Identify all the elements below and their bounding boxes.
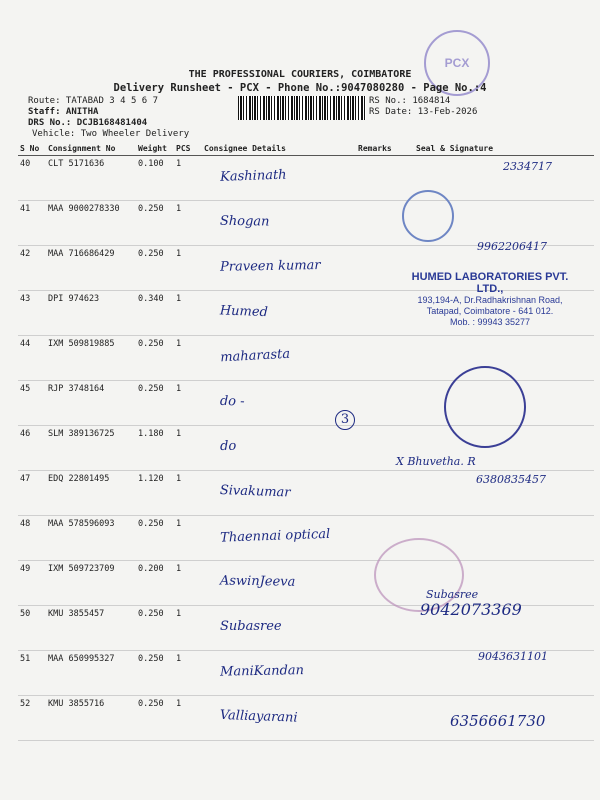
- circled-count: 3: [335, 410, 355, 430]
- row-consignee: [202, 561, 356, 606]
- vehicle-label: Vehicle: Two Wheeler Delivery: [32, 129, 190, 139]
- row-remarks: [356, 336, 414, 381]
- table-row: [18, 516, 594, 561]
- row-weight: 0.250: [136, 516, 174, 561]
- col-consignment: Consignment No: [46, 141, 136, 156]
- row-weight: 0.200: [136, 561, 174, 606]
- round-stamp-1: [402, 190, 454, 242]
- row-pcs: 1: [174, 201, 202, 246]
- table-row: [18, 201, 594, 246]
- row-weight: 0.250: [136, 201, 174, 246]
- row-consignee: [202, 336, 356, 381]
- row-pcs: 1: [174, 381, 202, 426]
- row-pcs: 1: [174, 696, 202, 741]
- humed-stamp-line2: Tatapad, Coimbatore - 641 012.: [426, 306, 554, 316]
- row-pcs: 1: [174, 651, 202, 696]
- row-consignee: [202, 516, 356, 561]
- row-consignee: [202, 471, 356, 516]
- row-weight: 0.100: [136, 156, 174, 201]
- row-consignee: [202, 696, 356, 741]
- row-consignee: [202, 201, 356, 246]
- row-pcs: 1: [174, 606, 202, 651]
- row-consignment: MAA 578596093: [46, 516, 136, 561]
- consignee-handwriting: Humed: [219, 303, 269, 321]
- handwritten-phone-5: 9043631101: [478, 650, 548, 663]
- row-consignment: EDQ 22801495: [46, 471, 136, 516]
- row-sno: 51: [18, 651, 46, 696]
- table-header-row: [18, 141, 594, 156]
- row-weight: 0.250: [136, 696, 174, 741]
- row-sno: 45: [18, 381, 46, 426]
- row-pcs: 1: [174, 516, 202, 561]
- row-consignee: [202, 291, 356, 336]
- consignee-handwriting: Praveen kumar: [219, 257, 321, 275]
- barcode: [238, 96, 366, 120]
- row-consignee: [202, 156, 356, 201]
- signature-50: Subasree: [426, 588, 479, 601]
- row-remarks: [356, 651, 414, 696]
- row-sno: 43: [18, 291, 46, 336]
- col-seal: Seal & Signature: [414, 141, 594, 156]
- row-sno: 42: [18, 246, 46, 291]
- row-consignment: MAA 9000278330: [46, 201, 136, 246]
- row-consignment: SLM 389136725: [46, 426, 136, 471]
- humed-stamp: [404, 271, 576, 328]
- company-title: THE PROFESSIONAL COURIERS, COIMBATORE: [188, 69, 412, 80]
- consignee-handwriting: Kashinath: [219, 167, 287, 185]
- handwritten-phone-1: 2334717: [503, 160, 552, 173]
- row-weight: 1.180: [136, 426, 174, 471]
- rs-number: RS No.: 1684814: [369, 96, 451, 106]
- col-pcs: PCS: [174, 141, 202, 156]
- humed-stamp-name: HUMED LABORATORIES PVT. LTD.,: [411, 271, 569, 295]
- consignee-handwriting: Thaennai optical: [219, 526, 331, 546]
- row-consignment: KMU 3855457: [46, 606, 136, 651]
- handwritten-phone-2: 9962206417: [477, 240, 547, 253]
- runsheet-title: Delivery Runsheet - PCX - Phone No.:9047080280 - Page No.:4: [113, 82, 487, 94]
- row-weight: 1.120: [136, 471, 174, 516]
- consignee-handwriting: do -: [219, 393, 245, 410]
- consignee-handwriting: AswinJeeva: [219, 573, 296, 590]
- row-pcs: 1: [174, 246, 202, 291]
- row-consignee: [202, 381, 356, 426]
- row-remarks: [356, 471, 414, 516]
- row-consignment: MAA 650995327: [46, 651, 136, 696]
- row-consignment: IXM 509723709: [46, 561, 136, 606]
- row-consignment: RJP 3748164: [46, 381, 136, 426]
- row-sno: 41: [18, 201, 46, 246]
- col-weight: Weight: [136, 141, 174, 156]
- row-consignee: [202, 426, 356, 471]
- row-sno: 52: [18, 696, 46, 741]
- humed-stamp-line1: 193,194-A, Dr.Radhakrishnan Road,: [417, 295, 563, 305]
- row-pcs: 1: [174, 426, 202, 471]
- consignee-handwriting: ManiKandan: [219, 663, 305, 680]
- rs-date: RS Date: 13-Feb-2026: [369, 107, 478, 117]
- row-weight: 0.250: [136, 651, 174, 696]
- consignee-handwriting: Subasree: [220, 619, 282, 634]
- row-sno: 46: [18, 426, 46, 471]
- consignee-handwriting: Valliayarani: [219, 707, 298, 726]
- handwritten-phone-6: 6356661730: [450, 712, 546, 730]
- row-weight: 0.250: [136, 246, 174, 291]
- row-pcs: 1: [174, 471, 202, 516]
- row-consignment: KMU 3855716: [46, 696, 136, 741]
- humed-stamp-line3: Mob. : 99943 35277: [449, 317, 531, 327]
- row-weight: 0.340: [136, 291, 174, 336]
- row-pcs: 1: [174, 336, 202, 381]
- row-sno: 48: [18, 516, 46, 561]
- row-remarks: [356, 381, 414, 426]
- row-consignee: [202, 651, 356, 696]
- row-weight: 0.250: [136, 606, 174, 651]
- consignee-handwriting: Shogan: [219, 213, 270, 230]
- row-sno: 47: [18, 471, 46, 516]
- row-pcs: 1: [174, 561, 202, 606]
- pcx-stamp: PCX: [424, 30, 490, 96]
- table-row: [18, 561, 594, 606]
- row-consignee: [202, 246, 356, 291]
- row-pcs: 1: [174, 156, 202, 201]
- route-label: Route: TATABAD 3 4 5 6 7: [28, 96, 159, 106]
- row-remarks: [356, 156, 414, 201]
- row-consignee: [202, 606, 356, 651]
- row-consignment: IXM 509819885: [46, 336, 136, 381]
- consignee-handwriting: Sivakumar: [219, 483, 291, 501]
- handwritten-phone-4: 9042073369: [420, 600, 522, 619]
- row-consignment: DPI 974623: [46, 291, 136, 336]
- row-sno: 44: [18, 336, 46, 381]
- bank-round-stamp: [444, 366, 526, 448]
- row-remarks: [356, 606, 414, 651]
- row-weight: 0.250: [136, 336, 174, 381]
- row-consignment: MAA 716686429: [46, 246, 136, 291]
- signature-remark-47: X Bhuvetha. R: [396, 455, 476, 468]
- handwritten-phone-3: 6380835457: [476, 473, 546, 486]
- consignee-handwriting: do: [219, 438, 237, 454]
- row-remarks: [356, 696, 414, 741]
- row-weight: 0.250: [136, 381, 174, 426]
- row-consignment: CLT 5171636: [46, 156, 136, 201]
- drs-label: DRS No.: DCJB168481404: [28, 118, 148, 128]
- row-sno: 50: [18, 606, 46, 651]
- col-consignee: Consignee Details: [202, 141, 356, 156]
- row-pcs: 1: [174, 291, 202, 336]
- col-sno: S No: [18, 141, 46, 156]
- col-remarks: Remarks: [356, 141, 414, 156]
- consignee-handwriting: maharasta: [219, 346, 291, 366]
- row-sno: 49: [18, 561, 46, 606]
- staff-label: Staff: ANITHA: [28, 107, 99, 117]
- row-sno: 40: [18, 156, 46, 201]
